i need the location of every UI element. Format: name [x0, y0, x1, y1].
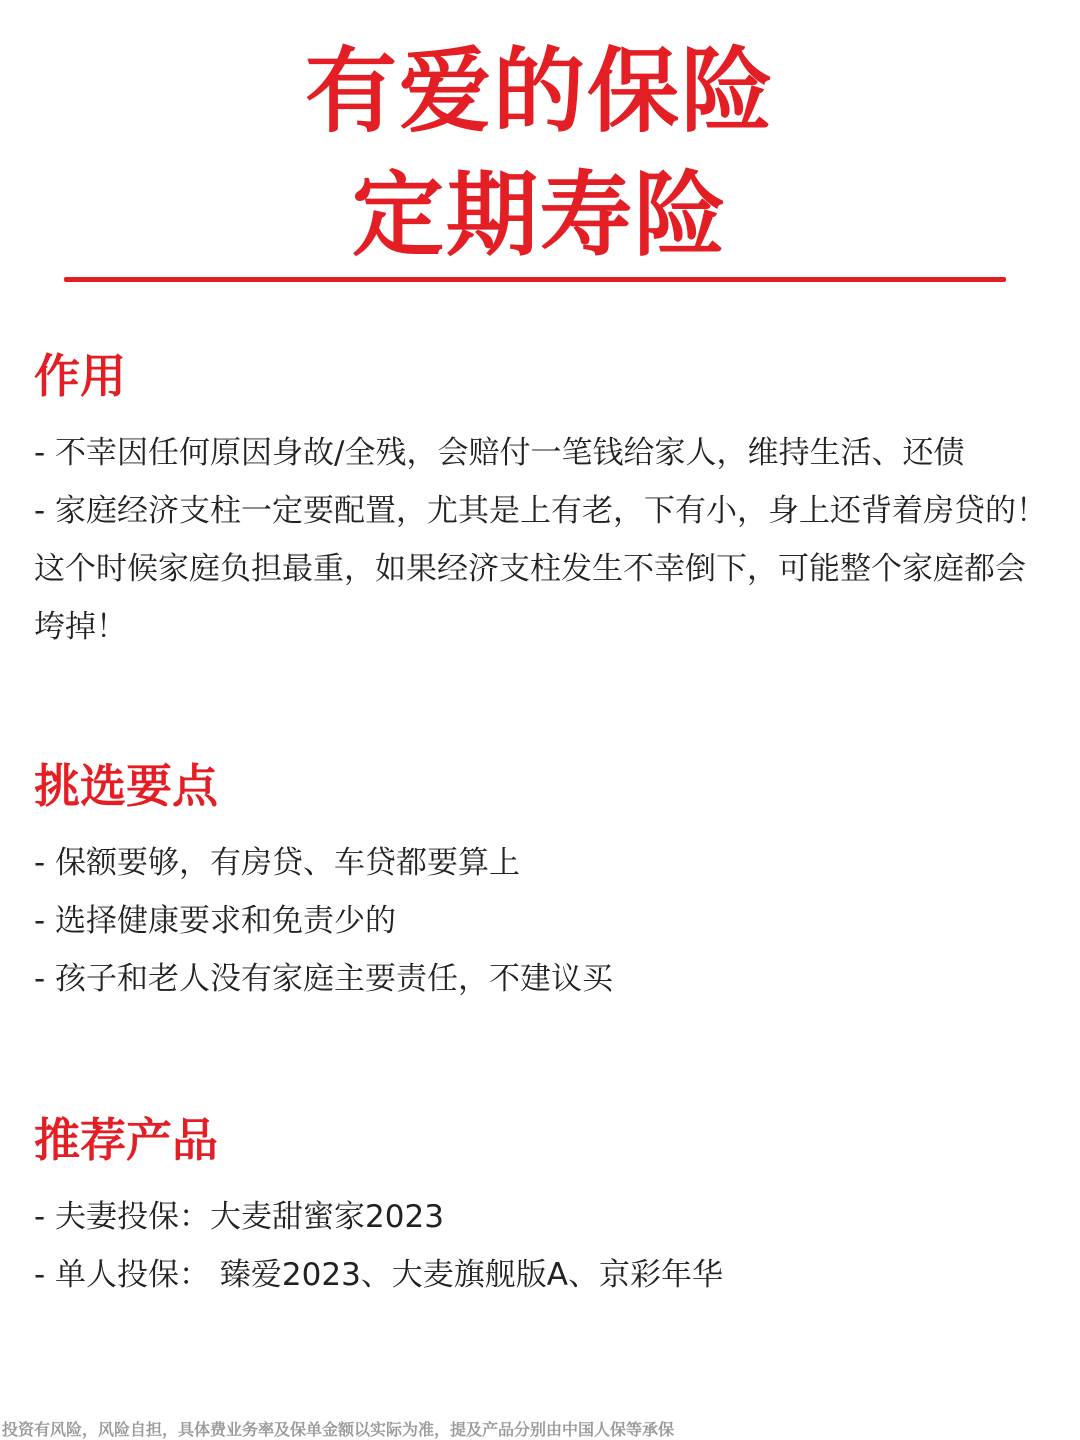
page-subtitle: 定期寿险	[351, 162, 728, 269]
usage-item: - 不幸因任何原因身故/全残，会赔付一笔钱给家人，维持生活、还债	[34, 435, 965, 471]
section-heading-usage: 作用	[34, 349, 126, 403]
products-item: - 单人投保： 臻爱2023、大麦旗舰版A、京彩年华	[34, 1257, 723, 1293]
section-heading-tips: 挑选要点	[34, 759, 218, 813]
tips-item: - 孩子和老人没有家庭主要责任，不建议买	[34, 961, 614, 997]
title-block	[0, 30, 1080, 278]
section-heading-products: 推荐产品	[34, 1113, 218, 1167]
title-divider	[64, 277, 1006, 282]
section-usage	[34, 346, 1056, 656]
products-item: - 夫妻投保：大麦甜蜜家2023	[34, 1199, 444, 1235]
section-tips	[34, 756, 1056, 1008]
disclaimer-text: 投资有风险，风险自担，具体费业务率及保单金额以实际为准，提及产品分别由中国人保等承保	[2, 1420, 675, 1439]
tips-item: - 选择健康要求和免责少的	[34, 903, 397, 939]
section-products	[34, 1110, 1056, 1304]
page-title: 有爱的保险	[304, 38, 775, 145]
tips-item: - 保额要够，有房贷、车贷都要算上	[34, 845, 521, 881]
usage-item: - 家庭经济支柱一定要配置，尤其是上有老，下有小，身上还背着房贷的！这个时候家庭负担最重，如果经济支柱发生不幸倒下，可能整个家庭都会垮掉！	[34, 493, 1048, 645]
